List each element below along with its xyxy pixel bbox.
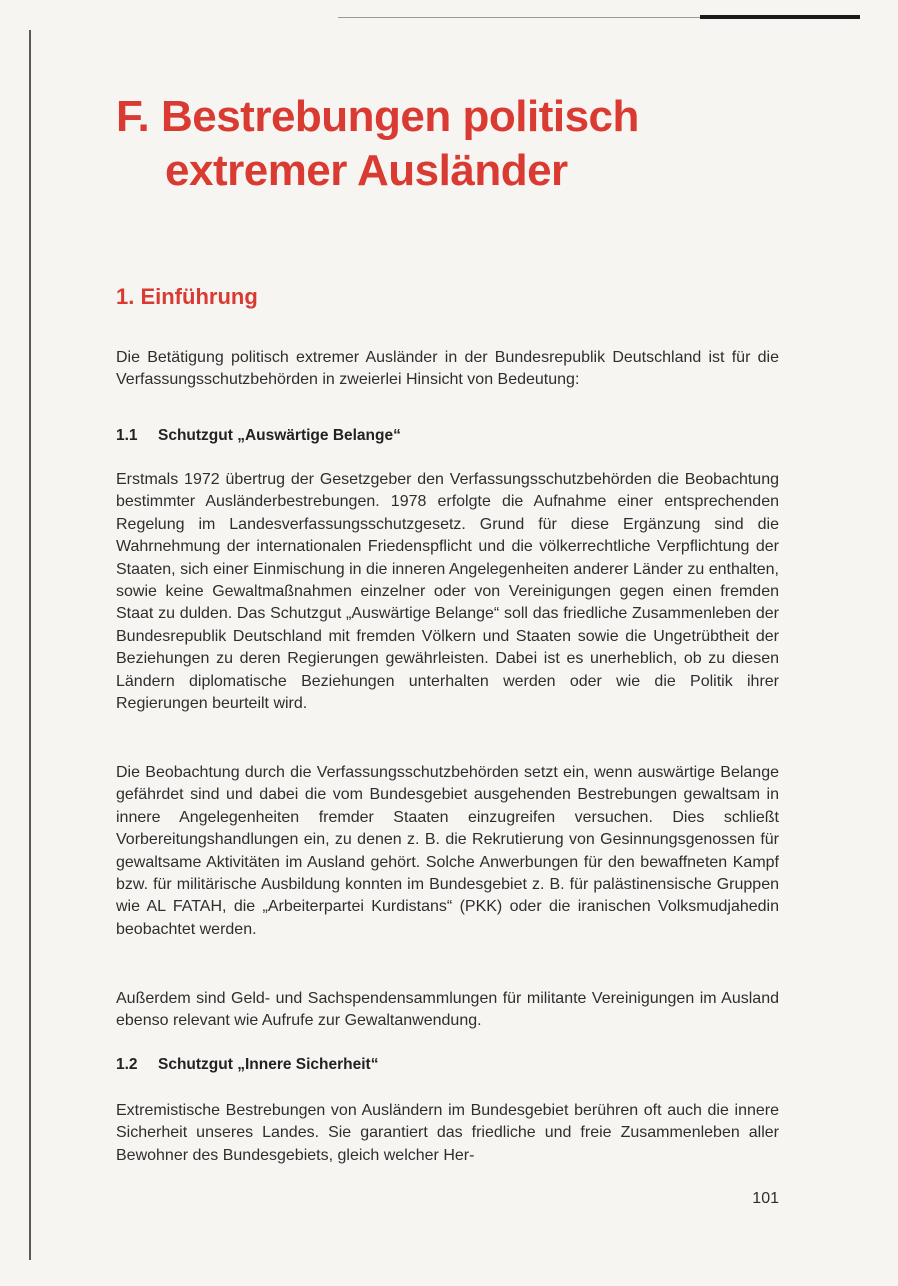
paragraph-innere-sicherheit-1: Extremistische Bestrebungen von Ausländern im Bundesgebiet berühren oft auch die innere Sicherheit unseres Landes. Sie garantiert das friedliche und freie Zusammenleben aller Bewohner des Bundesgebiets, gleich welcher Her- [116,1102,779,1164]
top-rule-thick [700,15,860,19]
chapter-title-line-1: F. Bestrebungen politisch [116,92,639,141]
paragraph-auswaertige-belange-2: Die Beobachtung durch die Verfassungsschutzbehörden setzt ein, wenn auswärtige Belange gefährdet sind und dabei die vom Bundesgebiet ausgehenden Bestrebungen gewaltsam in innere Angelegenheiten fremder Staaten einzugreifen versuchen. Dies schließt Vorbereitungshandlungen ein, zu denen z. B. die Rekrutierung von Gesinnungsgenossen für gewaltsame Aktivitäten im Ausland gehört. Solche Anwerbungen für den bewaffneten Kampf bzw. für militärische Ausbildung konnten im Bundesgebiet z. B. für palästinensische Gruppen wie AL FATAH, die „Arbeiterpartei Kurdistans“ (PKK) oder die iranischen Volksmudjahedin beobachtet werden. [116,764,779,938]
subheading-auswaertige-belange [116,425,401,447]
chapter-title [116,90,776,198]
paragraph-auswaertige-belange-1: Erstmals 1972 übertrug der Gesetzgeber den Verfassungsschutzbehörden die Beobachtung bestimmter Ausländerbestrebungen. 1978 erfolgte die Aufnahme einer entsprechenden Regelung im Landesverfassungsschutzgesetz. Grund für diese Ergänzung sind die Wahrnehmung der internationalen Friedenspflicht und die völkerrechtliche Verpflichtung der Staaten, sich einer Einmischung in die inneren Angelegenheiten anderer Länder zu enthalten, sowie keine Gewaltmaßnahmen einzelner oder von Vereinigungen gegen einen fremden Staat zu dulden. Das Schutzgut „Auswärtige Belange“ soll das friedliche Zusammenleben der Bundesrepublik Deutschland mit fremden Völkern und Staaten sowie die Ungetrübtheit der Beziehungen zu deren Regierungen gewährleisten. Dabei ist es unerheblich, ob zu diesen Ländern diplomatische Beziehungen unterhalten werden oder wie die Politik ihrer Regierungen beurteilt wird. [116,471,779,713]
chapter-title-line-2: extremer Ausländer [165,146,568,195]
subheading-title: Schutzgut „Innere Sicherheit“ [158,1056,379,1073]
subheading-title: Schutzgut „Auswärtige Belange“ [158,427,401,444]
subheading-innere-sicherheit [116,1054,378,1076]
subheading-number: 1.2 [116,1056,138,1073]
paragraph-auswaertige-belange-3: Außerdem sind Geld- und Sachspendensammlungen für militante Vereinigungen im Ausland ebenso relevant wie Aufrufe zur Gewaltanwendung. [116,990,779,1030]
page-number: 101 [752,1190,779,1207]
page-edge-line [29,30,31,1260]
intro-paragraph: Die Betätigung politisch extremer Ausländer in der Bundesrepublik Deutschland ist für die Verfassungsschutzbehörden in zweierlei Hinsicht von Bedeutung: [116,349,779,389]
section-heading-einfuehrung: 1. Einführung [116,284,258,309]
subheading-number: 1.1 [116,427,138,444]
